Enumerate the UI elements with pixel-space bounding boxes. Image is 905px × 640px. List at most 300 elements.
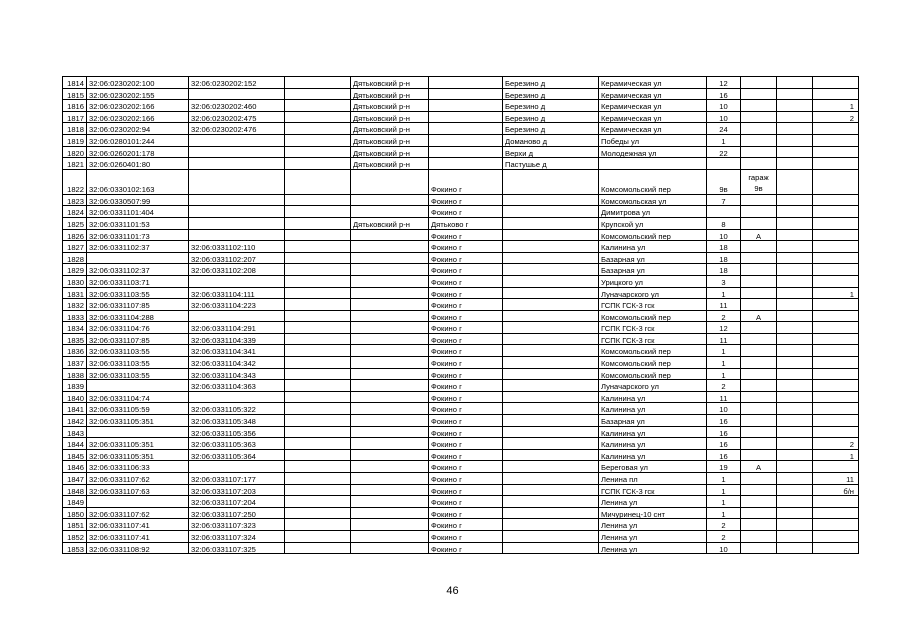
- row-number-cell: 1820: [63, 146, 87, 158]
- cadastral-number-cell: [87, 252, 189, 264]
- district-cell: [351, 322, 429, 334]
- cadastral-number-cell: [87, 380, 189, 392]
- district-cell: [351, 287, 429, 299]
- settlement-cell: Березино д: [503, 111, 599, 123]
- cadastral-number-2-cell: [189, 158, 285, 170]
- settlement-cell: Доманово д: [503, 134, 599, 146]
- settlement-cell: [503, 403, 599, 415]
- table-row: [63, 77, 859, 89]
- cadastral-number-2-cell: [189, 391, 285, 403]
- row-number-cell: 1852: [63, 530, 87, 542]
- district-cell: [351, 333, 429, 345]
- cadastral-number-cell: 32:06:0331107:85: [87, 333, 189, 345]
- letter-cell: [777, 322, 813, 334]
- building-cell: [741, 241, 777, 253]
- cadastral-number-2-cell: 32:06:0331104:363: [189, 380, 285, 392]
- cadastral-number-2-cell: 32:06:0331104:291: [189, 322, 285, 334]
- settlement-cell: [503, 507, 599, 519]
- district-cell: Дятьковский р-н: [351, 123, 429, 135]
- city-cell: Фокино г: [429, 484, 503, 496]
- cadastral-number-cell: 32:06:0331107:85: [87, 299, 189, 311]
- row-number-cell: 1838: [63, 368, 87, 380]
- house-cell: 16: [707, 426, 741, 438]
- cadastral-number-cell: 32:06:0331101:404: [87, 206, 189, 218]
- building-cell: [741, 146, 777, 158]
- building-type-label: гараж: [748, 172, 769, 182]
- empty-cell: [285, 507, 351, 519]
- table-row: [63, 415, 859, 427]
- letter-cell: [777, 194, 813, 206]
- cadastral-number-2-cell: 32:06:0230202:475: [189, 111, 285, 123]
- city-cell: Фокино г: [429, 252, 503, 264]
- house-cell: 1: [707, 357, 741, 369]
- city-cell: Фокино г: [429, 403, 503, 415]
- house-cell: 10: [707, 100, 741, 112]
- street-cell: Базарная ул: [599, 252, 707, 264]
- street-cell: Керамическая ул: [599, 123, 707, 135]
- row-number-cell: 1821: [63, 158, 87, 170]
- district-cell: Дятьковский р-н: [351, 134, 429, 146]
- street-cell: Ленина ул: [599, 496, 707, 508]
- table-row: [63, 449, 859, 461]
- apartment-cell: [813, 415, 859, 427]
- row-number-cell: 1844: [63, 438, 87, 450]
- row-number-cell: 1840: [63, 391, 87, 403]
- house-cell: 1: [707, 345, 741, 357]
- empty-cell: [285, 473, 351, 485]
- table-row: [63, 229, 859, 241]
- letter-cell: [777, 252, 813, 264]
- letter-cell: [777, 241, 813, 253]
- street-cell: Ленина ул: [599, 542, 707, 554]
- street-cell: Керамическая ул: [599, 111, 707, 123]
- table-row: [63, 426, 859, 438]
- settlement-cell: [503, 287, 599, 299]
- page-number: 46: [446, 585, 459, 597]
- city-cell: Фокино г: [429, 449, 503, 461]
- district-cell: [351, 507, 429, 519]
- city-cell: Фокино г: [429, 229, 503, 241]
- district-cell: [351, 229, 429, 241]
- city-cell: [429, 77, 503, 89]
- settlement-cell: [503, 217, 599, 229]
- city-cell: Фокино г: [429, 287, 503, 299]
- apartment-cell: [813, 77, 859, 89]
- cadastral-number-cell: 32:06:0331107:41: [87, 519, 189, 531]
- house-cell: 1: [707, 484, 741, 496]
- city-cell: Фокино г: [429, 345, 503, 357]
- letter-cell: [777, 333, 813, 345]
- settlement-cell: [503, 357, 599, 369]
- row-number-cell: 1836: [63, 345, 87, 357]
- cadastral-number-cell: 32:06:0331101:53: [87, 217, 189, 229]
- row-number-cell: 1837: [63, 357, 87, 369]
- building-cell: [741, 194, 777, 206]
- city-cell: Фокино г: [429, 415, 503, 427]
- cadastral-number-2-cell: [189, 146, 285, 158]
- empty-cell: [285, 299, 351, 311]
- cadastral-number-cell: [87, 496, 189, 508]
- cadastral-number-2-cell: [189, 229, 285, 241]
- district-cell: [351, 438, 429, 450]
- table-body: [63, 77, 859, 554]
- street-cell: Ленина пл: [599, 473, 707, 485]
- cadastral-number-2-cell: 32:06:0331107:325: [189, 542, 285, 554]
- row-number-cell: 1829: [63, 264, 87, 276]
- building-cell: [741, 134, 777, 146]
- settlement-cell: [503, 391, 599, 403]
- settlement-cell: [503, 426, 599, 438]
- letter-cell: [777, 77, 813, 89]
- house-cell: 12: [707, 322, 741, 334]
- row-number-cell: 1819: [63, 134, 87, 146]
- empty-cell: [285, 275, 351, 287]
- row-number-cell: 1825: [63, 217, 87, 229]
- city-cell: Фокино г: [429, 169, 503, 194]
- empty-cell: [285, 310, 351, 322]
- building-cell: [741, 100, 777, 112]
- cadastral-number-cell: 32:06:0331106:33: [87, 461, 189, 473]
- cadastral-number-2-cell: 32:06:0331104:223: [189, 299, 285, 311]
- building-cell: [741, 252, 777, 264]
- cadastral-number-cell: 32:06:0331105:351: [87, 438, 189, 450]
- empty-cell: [285, 415, 351, 427]
- building-cell: [741, 345, 777, 357]
- apartment-cell: [813, 368, 859, 380]
- cadastral-number-2-cell: 32:06:0331105:363: [189, 438, 285, 450]
- cadastral-number-cell: 32:06:0280101:244: [87, 134, 189, 146]
- empty-cell: [285, 206, 351, 218]
- row-number-cell: 1818: [63, 123, 87, 135]
- table-row: [63, 507, 859, 519]
- row-number-cell: 1846: [63, 461, 87, 473]
- building-cell: [741, 217, 777, 229]
- apartment-cell: [813, 229, 859, 241]
- row-number-cell: 1851: [63, 519, 87, 531]
- house-cell: 10: [707, 229, 741, 241]
- city-cell: Фокино г: [429, 368, 503, 380]
- cadastral-number-2-cell: [189, 217, 285, 229]
- letter-cell: [777, 88, 813, 100]
- city-cell: Фокино г: [429, 426, 503, 438]
- building-cell: [741, 530, 777, 542]
- table-row: [63, 252, 859, 264]
- row-number-cell: 1827: [63, 241, 87, 253]
- settlement-cell: Березино д: [503, 77, 599, 89]
- house-cell: 18: [707, 241, 741, 253]
- settlement-cell: [503, 264, 599, 276]
- empty-cell: [285, 134, 351, 146]
- house-cell: 1: [707, 134, 741, 146]
- row-number-cell: 1816: [63, 100, 87, 112]
- row-number-cell: 1850: [63, 507, 87, 519]
- row-number-cell: 1833: [63, 310, 87, 322]
- cadastral-number-cell: 32:06:0331103:55: [87, 357, 189, 369]
- street-cell: ГСПК ГСК-3 гск: [599, 322, 707, 334]
- settlement-cell: [503, 461, 599, 473]
- table-row: [63, 473, 859, 485]
- district-cell: [351, 345, 429, 357]
- row-number-cell: 1839: [63, 380, 87, 392]
- cadastral-number-cell: 32:06:0331107:62: [87, 473, 189, 485]
- cadastral-number-2-cell: 32:06:0331105:322: [189, 403, 285, 415]
- cadastral-number-2-cell: 32:06:0331104:339: [189, 333, 285, 345]
- street-cell: Ленина ул: [599, 530, 707, 542]
- apartment-cell: [813, 345, 859, 357]
- district-cell: Дятьковский р-н: [351, 77, 429, 89]
- letter-cell: [777, 310, 813, 322]
- empty-cell: [285, 194, 351, 206]
- empty-cell: [285, 264, 351, 276]
- empty-cell: [285, 333, 351, 345]
- street-cell: Комсомольский пер: [599, 310, 707, 322]
- settlement-cell: [503, 194, 599, 206]
- letter-cell: [777, 496, 813, 508]
- building-cell: [741, 111, 777, 123]
- building-cell: [741, 380, 777, 392]
- street-cell: Луначарского ул: [599, 287, 707, 299]
- district-cell: [351, 530, 429, 542]
- settlement-cell: [503, 380, 599, 392]
- cadastral-number-cell: 32:06:0331103:55: [87, 287, 189, 299]
- cadastral-number-2-cell: 32:06:0331104:341: [189, 345, 285, 357]
- district-cell: [351, 275, 429, 287]
- house-cell: 11: [707, 391, 741, 403]
- letter-cell: [777, 357, 813, 369]
- empty-cell: [285, 391, 351, 403]
- cadastral-number-2-cell: 32:06:0331107:324: [189, 530, 285, 542]
- table-row: [63, 357, 859, 369]
- settlement-cell: [503, 519, 599, 531]
- building-cell: [741, 507, 777, 519]
- house-cell: 16: [707, 449, 741, 461]
- row-number-cell: 1841: [63, 403, 87, 415]
- table-row: [63, 100, 859, 112]
- city-cell: Фокино г: [429, 461, 503, 473]
- apartment-cell: [813, 194, 859, 206]
- row-number-cell: 1842: [63, 415, 87, 427]
- table-row: [63, 194, 859, 206]
- cadastral-number-2-cell: 32:06:0230202:476: [189, 123, 285, 135]
- table-row: [63, 287, 859, 299]
- letter-cell: [777, 123, 813, 135]
- settlement-cell: Березино д: [503, 123, 599, 135]
- row-number-cell: 1826: [63, 229, 87, 241]
- city-cell: Фокино г: [429, 194, 503, 206]
- apartment-cell: [813, 310, 859, 322]
- apartment-cell: [813, 252, 859, 264]
- building-cell: [741, 123, 777, 135]
- street-cell: Димитрова ул: [599, 206, 707, 218]
- letter-cell: [777, 217, 813, 229]
- house-cell: 1: [707, 507, 741, 519]
- letter-cell: [777, 229, 813, 241]
- district-cell: [351, 484, 429, 496]
- settlement-cell: Березино д: [503, 88, 599, 100]
- street-cell: ГСПК ГСК-3 гск: [599, 299, 707, 311]
- apartment-cell: [813, 275, 859, 287]
- settlement-cell: [503, 241, 599, 253]
- street-cell: Комсомольская ул: [599, 194, 707, 206]
- table-row: [63, 123, 859, 135]
- street-cell: Крупской ул: [599, 217, 707, 229]
- apartment-cell: б/н: [813, 484, 859, 496]
- street-cell: Калинина ул: [599, 438, 707, 450]
- cadastral-number-2-cell: 32:06:0331102:207: [189, 252, 285, 264]
- cadastral-number-2-cell: [189, 169, 285, 194]
- table-row: [63, 542, 859, 554]
- row-number-cell: 1815: [63, 88, 87, 100]
- settlement-cell: Верхи д: [503, 146, 599, 158]
- building-cell: [741, 449, 777, 461]
- empty-cell: [285, 496, 351, 508]
- table-row: [63, 299, 859, 311]
- city-cell: Фокино г: [429, 473, 503, 485]
- street-cell: Калинина ул: [599, 241, 707, 253]
- empty-cell: [285, 519, 351, 531]
- cadastral-number-2-cell: 32:06:0331107:204: [189, 496, 285, 508]
- settlement-cell: [503, 310, 599, 322]
- building-cell: [741, 496, 777, 508]
- cadastral-number-2-cell: 32:06:0331105:348: [189, 415, 285, 427]
- house-cell: 16: [707, 88, 741, 100]
- city-cell: Фокино г: [429, 542, 503, 554]
- cadastral-number-2-cell: [189, 275, 285, 287]
- letter-cell: [777, 345, 813, 357]
- apartment-cell: 1: [813, 100, 859, 112]
- cadastral-number-2-cell: 32:06:0331107:177: [189, 473, 285, 485]
- street-cell: Базарная ул: [599, 415, 707, 427]
- city-cell: Фокино г: [429, 206, 503, 218]
- apartment-cell: [813, 496, 859, 508]
- row-number-cell: 1834: [63, 322, 87, 334]
- building-cell: [741, 368, 777, 380]
- street-cell: ГСПК ГСК-3 гск: [599, 333, 707, 345]
- row-number-cell: 1832: [63, 299, 87, 311]
- district-cell: [351, 357, 429, 369]
- cadastral-number-cell: 32:06:0230202:166: [87, 111, 189, 123]
- empty-cell: [285, 368, 351, 380]
- building-cell: [741, 275, 777, 287]
- settlement-cell: [503, 299, 599, 311]
- empty-cell: [285, 252, 351, 264]
- letter-cell: [777, 146, 813, 158]
- row-number-cell: 1822: [63, 169, 87, 194]
- table-row: [63, 368, 859, 380]
- empty-cell: [285, 217, 351, 229]
- empty-cell: [285, 158, 351, 170]
- row-number-cell: 1824: [63, 206, 87, 218]
- table-row: [63, 530, 859, 542]
- city-cell: Фокино г: [429, 391, 503, 403]
- table-row: [63, 206, 859, 218]
- apartment-cell: [813, 519, 859, 531]
- house-cell: 2: [707, 380, 741, 392]
- cadastral-number-cell: 32:06:0331107:63: [87, 484, 189, 496]
- district-cell: [351, 299, 429, 311]
- cadastral-number-cell: 32:06:0331102:37: [87, 241, 189, 253]
- cadastral-number-2-cell: 32:06:0331105:356: [189, 426, 285, 438]
- house-cell: 2: [707, 310, 741, 322]
- letter-cell: [777, 415, 813, 427]
- empty-cell: [285, 77, 351, 89]
- house-cell: 1: [707, 496, 741, 508]
- table-row: [63, 275, 859, 287]
- street-cell: Комсомольский пер: [599, 357, 707, 369]
- building-cell: А: [741, 229, 777, 241]
- empty-cell: [285, 169, 351, 194]
- settlement-cell: [503, 206, 599, 218]
- letter-cell: [777, 426, 813, 438]
- letter-cell: [777, 158, 813, 170]
- house-cell: 12: [707, 77, 741, 89]
- cadastral-number-cell: 32:06:0230202:94: [87, 123, 189, 135]
- table-row: [63, 217, 859, 229]
- building-cell: [741, 426, 777, 438]
- building-cell: [741, 299, 777, 311]
- street-cell: Комсомольский пер: [599, 229, 707, 241]
- cadastral-number-2-cell: 32:06:0331107:203: [189, 484, 285, 496]
- district-cell: [351, 206, 429, 218]
- apartment-cell: 2: [813, 438, 859, 450]
- row-number-cell: 1835: [63, 333, 87, 345]
- city-cell: Фокино г: [429, 357, 503, 369]
- settlement-cell: Пастушье д: [503, 158, 599, 170]
- letter-cell: [777, 111, 813, 123]
- apartment-cell: [813, 123, 859, 135]
- letter-cell: [777, 134, 813, 146]
- house-cell: 7: [707, 194, 741, 206]
- apartment-cell: [813, 507, 859, 519]
- city-cell: Фокино г: [429, 507, 503, 519]
- street-cell: Калинина ул: [599, 449, 707, 461]
- street-cell: Береговая ул: [599, 461, 707, 473]
- building-cell: [741, 88, 777, 100]
- cadastral-number-cell: 32:06:0331105:351: [87, 449, 189, 461]
- row-number-cell: 1847: [63, 473, 87, 485]
- city-cell: [429, 158, 503, 170]
- table-row: [63, 322, 859, 334]
- empty-cell: [285, 322, 351, 334]
- district-cell: [351, 415, 429, 427]
- district-cell: [351, 496, 429, 508]
- district-cell: Дятьковский р-н: [351, 217, 429, 229]
- cadastral-number-cell: 32:06:0230202:155: [87, 88, 189, 100]
- cadastral-number-cell: 32:06:0331104:288: [87, 310, 189, 322]
- street-cell: Керамическая ул: [599, 77, 707, 89]
- settlement-cell: [503, 438, 599, 450]
- letter-cell: [777, 287, 813, 299]
- row-number-cell: 1849: [63, 496, 87, 508]
- house-cell: [707, 158, 741, 170]
- settlement-cell: [503, 484, 599, 496]
- city-cell: [429, 100, 503, 112]
- empty-cell: [285, 146, 351, 158]
- city-cell: Фокино г: [429, 275, 503, 287]
- street-cell: Калинина ул: [599, 403, 707, 415]
- table-row: [63, 484, 859, 496]
- settlement-cell: [503, 345, 599, 357]
- city-cell: Фокино г: [429, 264, 503, 276]
- table-row: [63, 461, 859, 473]
- building-number-label: 9в: [754, 183, 763, 193]
- street-cell: Комсомольский пер: [599, 169, 707, 194]
- district-cell: [351, 264, 429, 276]
- building-cell: [741, 542, 777, 554]
- table-row: [63, 496, 859, 508]
- row-number-cell: 1831: [63, 287, 87, 299]
- apartment-cell: [813, 530, 859, 542]
